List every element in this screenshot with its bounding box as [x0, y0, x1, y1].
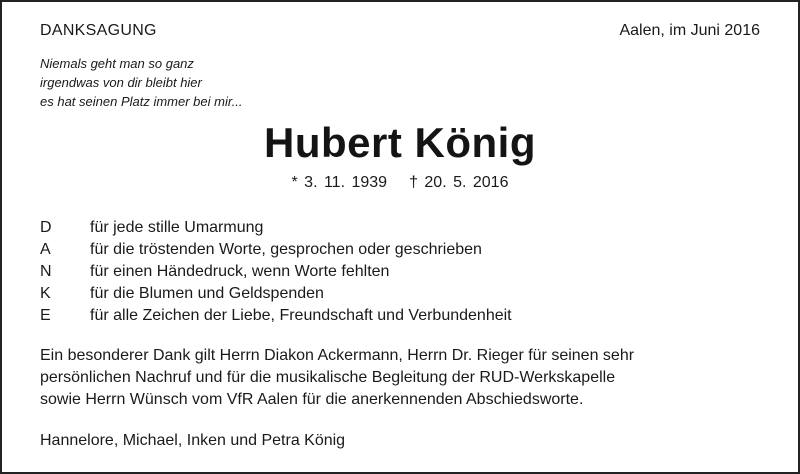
danke-letter: E [40, 307, 51, 324]
notice-title: DANKSAGUNG [40, 22, 157, 39]
danke-letter: D [40, 219, 52, 236]
death-date: † 20. 5. 2016 [409, 174, 509, 191]
danke-letter: A [40, 241, 51, 258]
life-dates [2, 174, 798, 192]
danke-text: für die tröstenden Worte, gesprochen oder geschrieben [90, 241, 482, 258]
danke-text: für alle Zeichen der Liebe, Freundschaft und Verbundenheit [90, 307, 512, 324]
danke-row [40, 217, 512, 239]
danke-text: für einen Händedruck, wenn Worte fehlten [90, 263, 390, 280]
thanks-line: sowie Herrn Wünsch vom VfR Aalen für die anerkennenden Abschiedsworte. [40, 391, 584, 408]
poem-line: irgendwas von dir bleibt hier [40, 75, 202, 90]
danke-row [40, 283, 512, 305]
poem [40, 54, 243, 111]
place-date: Aalen, im Juni 2016 [619, 22, 760, 39]
deceased-name: Hubert König [264, 119, 536, 166]
danke-text: für die Blumen und Geldspenden [90, 285, 324, 302]
thanks-line: Ein besonderer Dank gilt Herrn Diakon Ackermann, Herrn Dr. Rieger für seinen sehr [40, 347, 635, 364]
birth-date: * 3. 11. 1939 [291, 174, 388, 191]
danke-row [40, 261, 512, 283]
thanks-line: persönlichen Nachruf und für die musikalische Begleitung der RUD-Werkskapelle [40, 369, 616, 386]
special-thanks-paragraph [40, 345, 770, 411]
poem-line: es hat seinen Platz immer bei mir... [40, 94, 243, 109]
danke-row [40, 305, 512, 327]
family-signature: Hannelore, Michael, Inken und Petra König [40, 432, 346, 449]
danke-letter: K [40, 285, 51, 302]
danke-letter: N [40, 263, 52, 280]
poem-line: Niemals geht man so ganz [40, 56, 194, 71]
danke-list [40, 217, 512, 327]
danke-row [40, 239, 512, 261]
danke-text: für jede stille Umarmung [90, 219, 264, 236]
